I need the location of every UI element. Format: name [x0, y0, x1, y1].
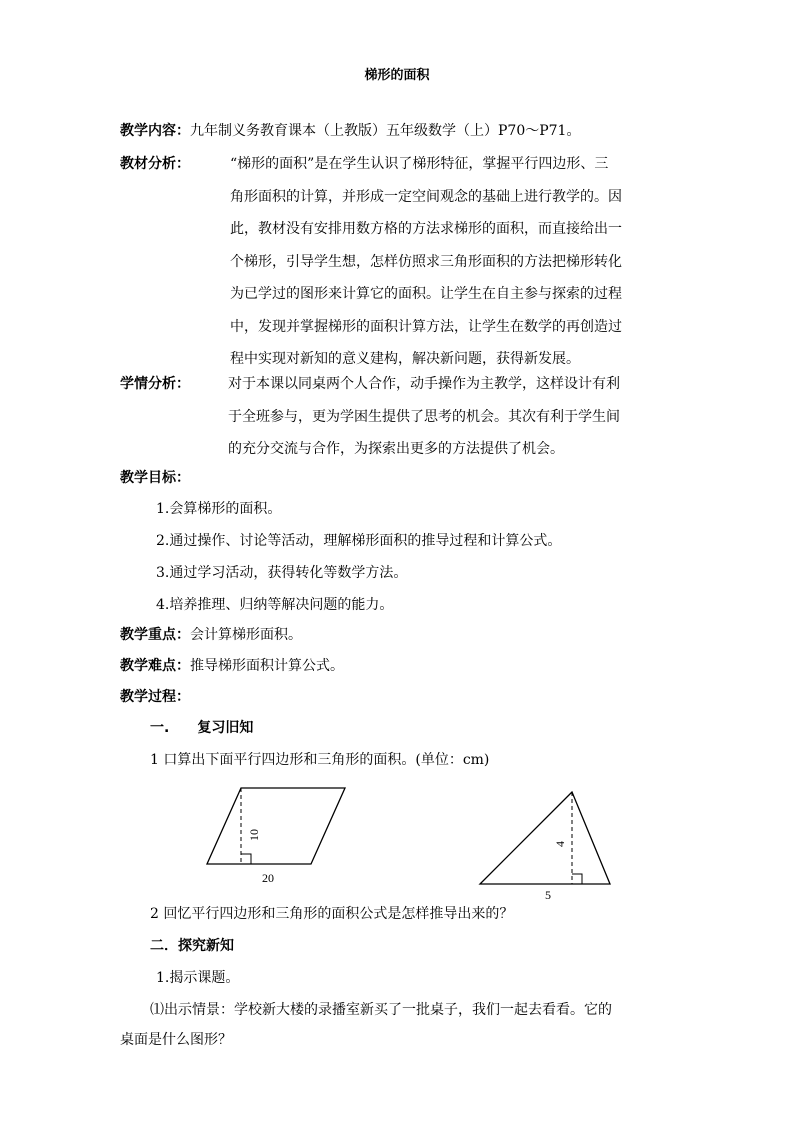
- students-label: 学情分析：: [120, 376, 190, 392]
- difficulty-row: [120, 656, 680, 677]
- question-1: 1 口算出下面平行四边形和三角形的面积。(单位：cm): [150, 752, 490, 768]
- goals-label-row: [120, 468, 680, 489]
- content-text: 九年制义务教育课本（上教版）五年级数学（上）P70～P71。: [190, 123, 581, 139]
- students-body: [228, 368, 680, 466]
- parallelogram-right-angle: [241, 854, 251, 864]
- parallelogram-base-label: 20: [262, 871, 274, 885]
- step-1: 1.揭示课题。: [156, 970, 240, 986]
- content-row: [120, 121, 680, 142]
- students-line: 对于本课以同桌两个人合作，动手操作为主教学，这样设计有利: [228, 376, 620, 392]
- scene-line-1: ⑴出示情景：学校新大楼的录播室新买了一批桌子，我们一起去看看。它的: [150, 1002, 612, 1018]
- process-row: [120, 687, 680, 708]
- triangle-shape: [480, 792, 610, 884]
- goals-label: 教学目标：: [120, 470, 190, 486]
- triangle-right-angle: [572, 874, 582, 884]
- goal-item: 1.会算梯形的面积。: [156, 501, 282, 517]
- students-line: 的充分交流与合作，为探索出更多的方法提供了机会。: [228, 441, 564, 457]
- analysis-body: [230, 148, 680, 376]
- triangle-base-label: 5: [545, 888, 551, 902]
- difficulty-text: 推导梯形面积计算公式。: [190, 658, 344, 674]
- students-block: [120, 368, 680, 466]
- process-label: 教学过程：: [120, 689, 190, 705]
- analysis-line: 此，教材没有安排用数方格的方法求梯形的面积，而直接给出一: [230, 221, 622, 237]
- page-title: 梯形的面积: [364, 68, 430, 83]
- analysis-line: 为已学过的图形来计算它的面积。让学生在自主参与探索的过程: [230, 286, 622, 302]
- goal-item: 3.通过学习活动，获得转化等数学方法。: [156, 565, 408, 581]
- key-row: [120, 625, 680, 646]
- analysis-block: [120, 148, 680, 376]
- students-line: 于全班参与，更为学困生提供了思考的机会。其次有利于学生间: [228, 408, 620, 425]
- key-text: 会计算梯形面积。: [190, 627, 302, 643]
- figures: [0, 780, 794, 910]
- section1-title: 复习旧知: [197, 720, 254, 736]
- goal-item: 2.通过操作、讨论等活动，理解梯形面积的推导过程和计算公式。: [156, 533, 562, 549]
- content-label: 教学内容：: [120, 123, 190, 139]
- section1-num: 一.: [150, 720, 170, 736]
- scene-line-2: 桌面是什么图形？: [120, 1032, 232, 1048]
- analysis-label: 教材分析：: [120, 156, 190, 172]
- analysis-line: 中，发现并掌握梯形的面积计算方法，让学生在数学的再创造过: [230, 318, 622, 335]
- parallelogram-height-label: 10: [247, 829, 261, 841]
- analysis-line: 个梯形，引导学生想，怎样仿照求三角形面积的方法把梯形转化: [230, 253, 622, 270]
- analysis-line: “梯形的面积”是在学生认识了梯形特征，掌握平行四边形、三: [230, 156, 609, 172]
- goal-item: 4.培养推理、归纳等解决问题的能力。: [156, 597, 394, 613]
- parallelogram-shape: [207, 788, 345, 864]
- difficulty-label: 教学难点：: [120, 658, 190, 674]
- section1-heading: [150, 718, 710, 739]
- question-2: 2 回忆平行四边形和三角形的面积公式是怎样推导出来的？: [150, 906, 514, 922]
- section2-title: 二．探究新知: [150, 938, 234, 954]
- key-label: 教学重点：: [120, 627, 190, 643]
- analysis-line: 程中实现对新知的意义建构，解决新问题，获得新发展。: [230, 351, 580, 367]
- section2-heading: [150, 936, 710, 957]
- analysis-line: 角形面积的计算，并形成一定空间观念的基础上进行教学的。因: [230, 188, 622, 205]
- triangle-height-label: 4: [553, 841, 567, 847]
